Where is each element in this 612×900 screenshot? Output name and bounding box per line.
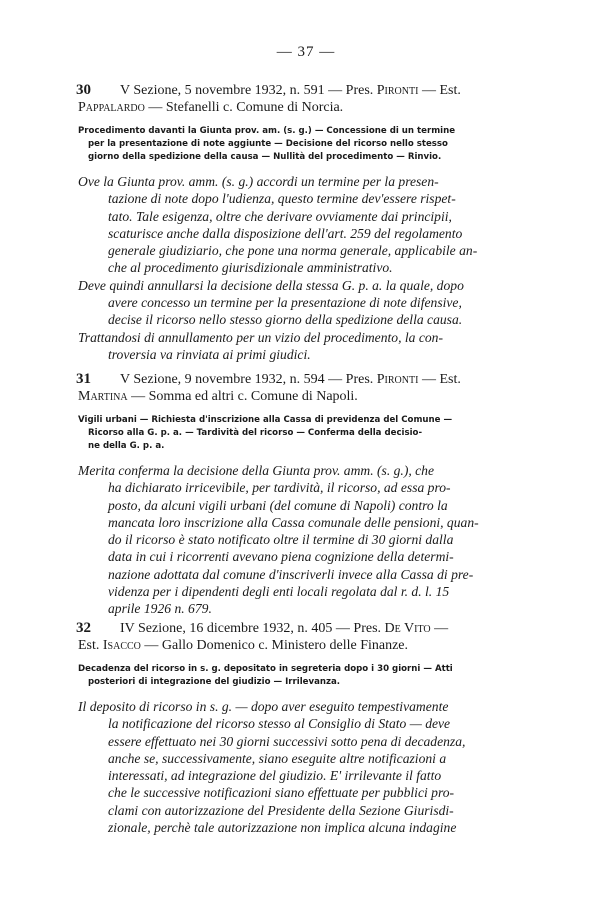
entry-summary: Procedimento davanti la Giunta prov. am. (s. g.) — Concessione di un termine per la presentazione di note aggiunte — Decisione del ricorso nello stesso giorno della spedizione della causa — Nullità del procedimento — Rinvio.: [78, 126, 456, 162]
heading-line: Est. Isacco — Gallo Domenico c. Ministero delle Finanze.: [78, 638, 409, 653]
entry-number: 30: [76, 82, 91, 98]
heading-line: IV Sezione, 16 dicembre 1932, n. 405 — Pres. De Vito —: [120, 621, 449, 636]
entry-number: 31: [76, 371, 91, 387]
estensore-name: Pappalardo: [78, 100, 145, 115]
maxim-paragraph: Ove la Giunta prov. amm. (s. g.) accordi un termine per la presen- tazione di note dopo l'udienza, questo termine dev'essere rispet- tato. Tale esigenza, oltre che derivare ovviamente dai principii, scaturisce anche dalla disposizione dell'art. 259 del regolamento generale giudiziario, che pone una norma generale, applicabile an- che al procedimento giurisdizionale amministrativo.: [78, 174, 478, 276]
page-number: — 37 —: [276, 44, 336, 60]
entry-heading: [78, 620, 533, 654]
entry-summary: Decadenza del ricorso in s. g. depositato in segreteria dopo i 30 giorni — Atti posteriori di integrazione del giudizio — Irrilevanza.: [78, 664, 453, 687]
entry-30: [78, 82, 533, 363]
entry-31: [78, 371, 533, 618]
maxim-paragraph: Deve quindi annullarsi la decisione della stessa G. p. a. la quale, dopo avere concesso un termine per la presentazione di note difensive, decise il ricorso nello stesso giorno della spedizione della causa.: [78, 277, 464, 328]
heading-line: V Sezione, 9 novembre 1932, n. 594 — Pres. Pironti — Est.: [120, 372, 461, 387]
president-name: Pironti: [376, 372, 419, 387]
estensore-name: Isacco: [102, 638, 141, 653]
entry-maxim: [78, 698, 533, 836]
maxim-paragraph: Trattandosi di annullamento per un vizio del procedimento, la con- troversia va rinviata ai primi giudici.: [78, 329, 443, 362]
estensore-name: Martina: [78, 389, 128, 404]
maxim-paragraph: Il deposito di ricorso in s. g. — dopo aver eseguito tempestivamente la notificazione del ricorso stesso al Consiglio di Stato — deve essere effettuato nei 30 giorni successivi sotto pena di decadenza, anche se, successivamente, siano eseguite altre notificazioni a interessati, ad integrazione del giudizio. E' irrilevante il fatto che le successive notificazioni siano effettuate per pubblici pro- clami con autorizzazione del Presidente della Sezione Giurisdi- zionale, perchè tale autorizzazione non implica alcuna indagine: [78, 699, 466, 836]
heading-line: Martina — Somma ed altri c. Comune di Napoli.: [78, 389, 358, 404]
entry-heading: [78, 82, 533, 116]
entry-32: [78, 620, 533, 836]
entry-maxim: [78, 462, 533, 618]
entry-summary: Vigili urbani — Richiesta d'inscrizione alla Cassa di previdenza del Comune — Ricorso alla G. p. a. — Tardività del ricorso — Conferma della decisio- ne della G. p. a.: [78, 415, 453, 451]
maxim-paragraph: Merita conferma la decisione della Giunta prov. amm. (s. g.), che ha dichiarato irricevibile, per tardività, il ricorso, ad essa pro- posto, da alcuni vigili urbani (del comune di Napoli) contro la mancata loro inscrizione alla Cassa comunale delle pensioni, quan- do il ricorso è stato notificato oltre il termine di 30 giorni dalla data in cui i ricorrenti avevano piena cognizione della determi- nazione adottata dal comune d'inscriverli invece alla Cassa di pre- videnza per i dipendenti degli enti locali regolata dal r. d. l. 15 aprile 1926 n. 679.: [78, 463, 479, 617]
president-name: De Vito: [384, 621, 431, 636]
heading-line: V Sezione, 5 novembre 1932, n. 591 — Pres. Pironti — Est.: [120, 83, 461, 98]
entry-number: 32: [76, 620, 91, 636]
entry-heading: [78, 371, 533, 405]
heading-line: Pappalardo — Stefanelli c. Comune di Norcia.: [78, 100, 344, 115]
president-name: Pironti: [376, 83, 419, 98]
entry-maxim: [78, 173, 533, 363]
